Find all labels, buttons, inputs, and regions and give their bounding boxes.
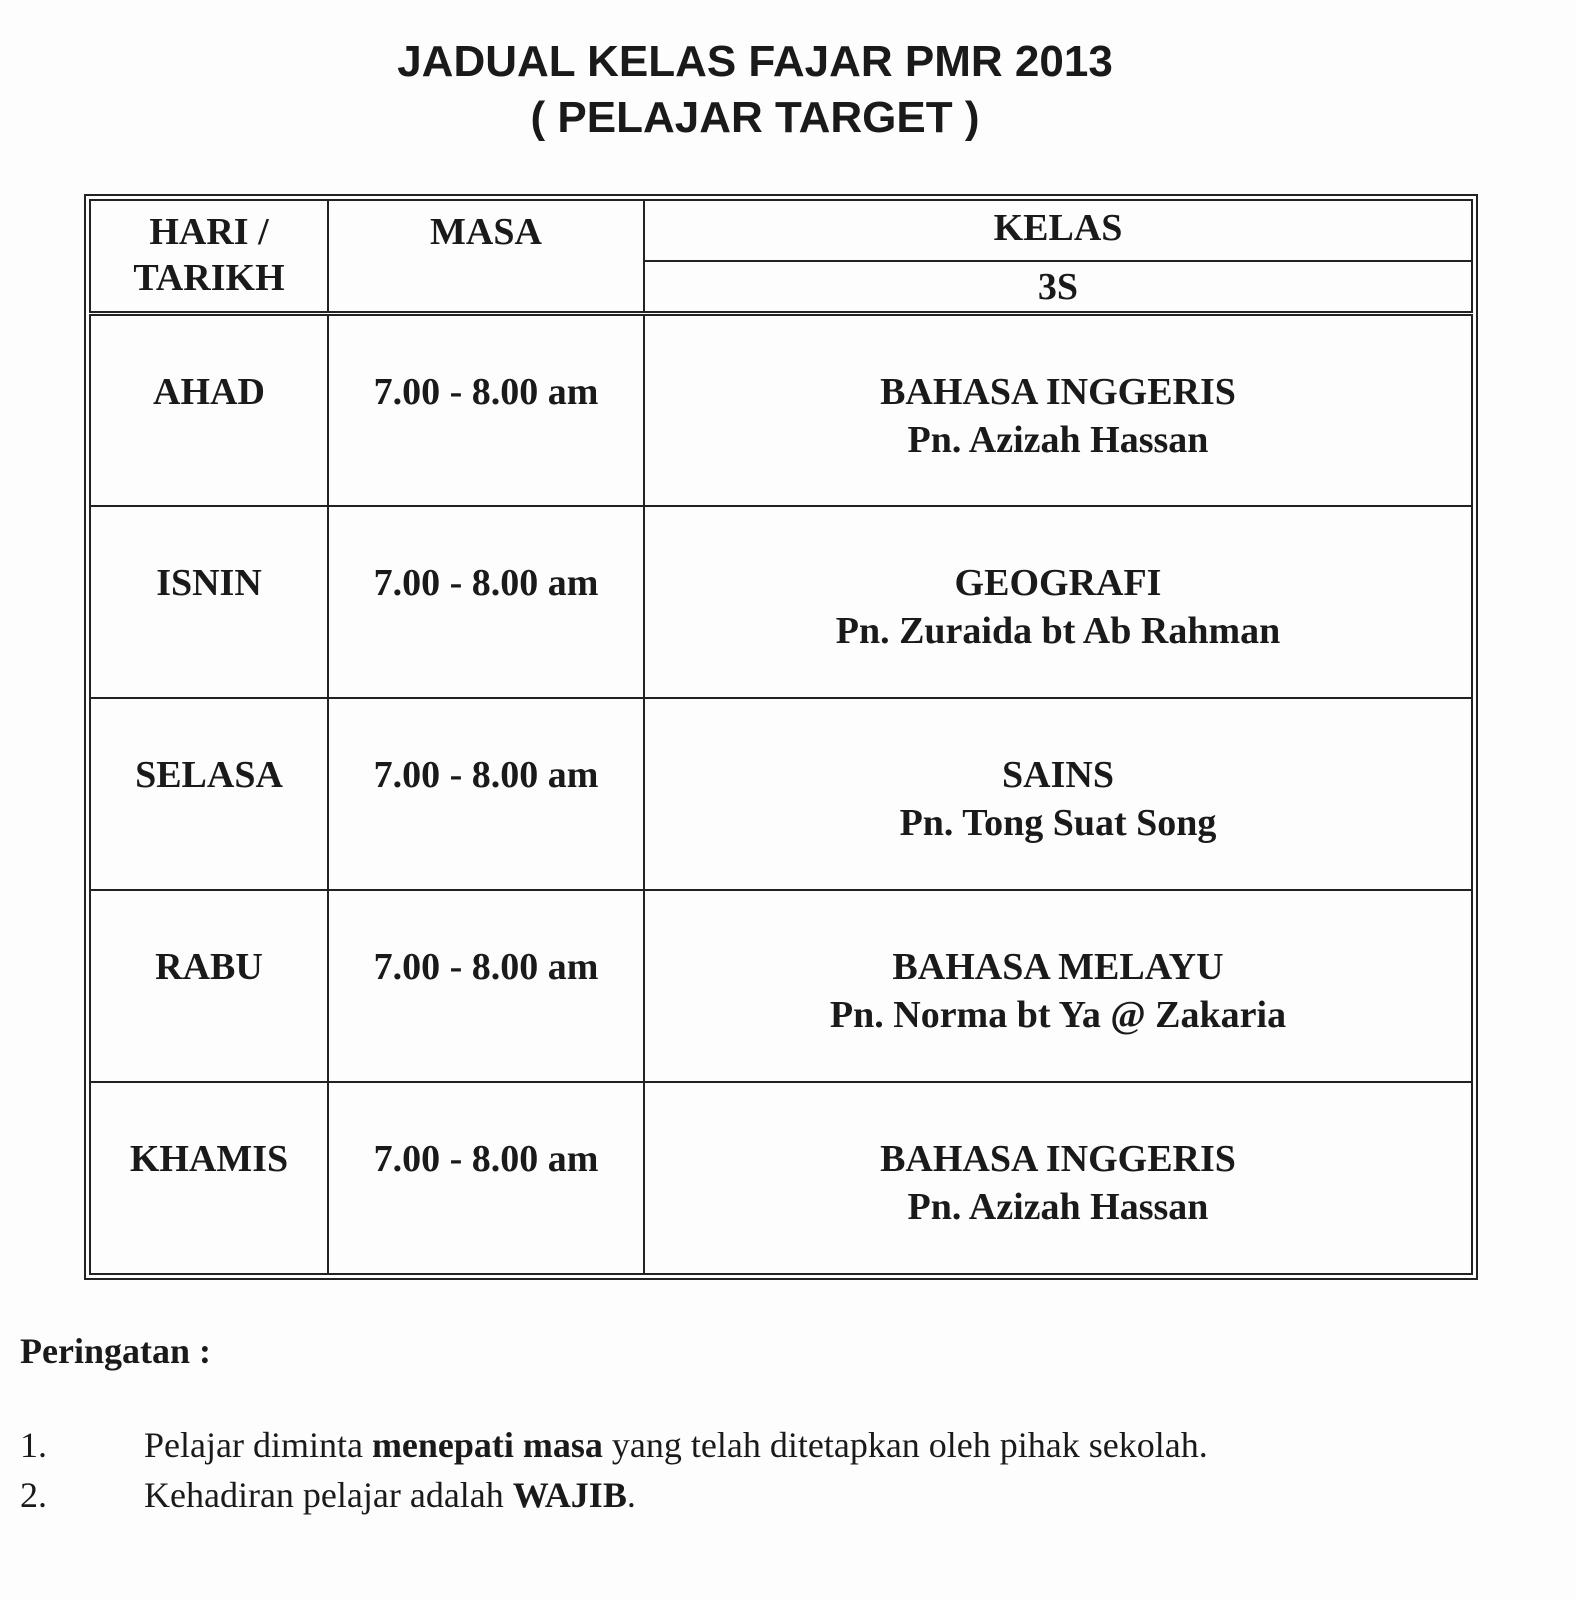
- header-time: MASA: [328, 200, 644, 314]
- header-day-line2: TARIKH: [133, 257, 285, 299]
- note-text: Kehadiran pelajar adalah: [144, 1475, 513, 1515]
- time-cell: 7.00 - 8.00 am: [328, 1082, 644, 1274]
- time-cell: 7.00 - 8.00 am: [328, 698, 644, 890]
- teacher: Pn. Azizah Hassan: [907, 419, 1209, 461]
- note-text: yang telah ditetapkan oleh pihak sekolah.: [602, 1425, 1208, 1465]
- note-emphasis: menepati masa: [371, 1425, 603, 1465]
- day-cell: ISNIN: [90, 506, 328, 698]
- header-day: [90, 200, 328, 314]
- table-row: [90, 698, 1472, 890]
- document-title: [0, 34, 1510, 146]
- time-cell: 7.00 - 8.00 am: [328, 506, 644, 698]
- day-cell: RABU: [90, 890, 328, 1082]
- table-row: [90, 506, 1472, 698]
- subject: BAHASA INGGERIS: [880, 1137, 1236, 1180]
- day-cell: SELASA: [90, 698, 328, 890]
- note-text: .: [626, 1475, 636, 1515]
- header-class-name: 3S: [644, 261, 1472, 314]
- note-number: 1.: [20, 1425, 47, 1465]
- teacher: Pn. Norma bt Ya @ Zakaria: [829, 993, 1287, 1036]
- teacher: Pn. Zuraida bt Ab Rahman: [835, 609, 1281, 652]
- title-line-2: ( PELAJAR TARGET ): [530, 93, 980, 142]
- class-cell: [644, 1082, 1472, 1274]
- teacher: Pn. Azizah Hassan: [907, 1185, 1209, 1228]
- note-text: Pelajar diminta: [144, 1425, 372, 1465]
- subject: SAINS: [1002, 753, 1114, 796]
- note-item: [20, 1474, 636, 1516]
- class-cell: [644, 314, 1472, 506]
- day-cell: KHAMIS: [90, 1082, 328, 1274]
- day-cell: AHAD: [90, 314, 328, 506]
- note-number: 2.: [20, 1475, 47, 1515]
- note-emphasis: WAJIB: [512, 1475, 627, 1515]
- notes-title: Peringatan :: [20, 1331, 211, 1371]
- schedule-table: [84, 194, 1478, 1280]
- subject: BAHASA MELAYU: [892, 945, 1224, 988]
- title-line-1: JADUAL KELAS FAJAR PMR 2013: [397, 37, 1113, 86]
- table-row: [90, 1082, 1472, 1274]
- table-row: [90, 890, 1472, 1082]
- time-cell: 7.00 - 8.00 am: [328, 314, 644, 506]
- class-cell: [644, 506, 1472, 698]
- class-cell: [644, 698, 1472, 890]
- note-item: [20, 1424, 1208, 1466]
- header-class: KELAS: [644, 200, 1472, 261]
- subject: BAHASA INGGERIS: [880, 371, 1236, 413]
- teacher: Pn. Tong Suat Song: [899, 801, 1217, 844]
- header-row: [90, 200, 1472, 261]
- table-row: [90, 314, 1472, 506]
- class-cell: [644, 890, 1472, 1082]
- time-cell: 7.00 - 8.00 am: [328, 890, 644, 1082]
- header-day-line1: HARI /: [149, 211, 269, 253]
- subject: GEOGRAFI: [954, 561, 1162, 604]
